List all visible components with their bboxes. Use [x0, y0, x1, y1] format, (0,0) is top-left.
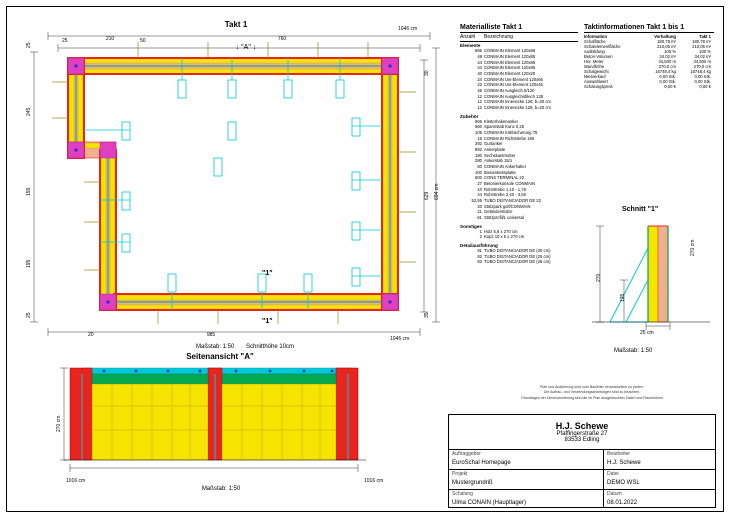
marker-1-bottom: "1" [262, 318, 273, 325]
material-qty: 44 [477, 192, 482, 198]
value-bearbeiter: H.J. Schewe [607, 460, 641, 467]
material-desc: CONMAIN Kühlsicherung 75 [484, 129, 538, 135]
material-qty: 666 [475, 48, 482, 54]
takt-info-cell-v1: 34,500 m [658, 59, 676, 64]
disclaimer-line-3: Grundlagen der Dimensionierung sind die im Plan ausgedruckten Daten und Raumhöhen [520, 395, 664, 400]
dim-left-5: 25 [26, 312, 32, 318]
dim-left-1: 25 [26, 42, 32, 48]
section-drawing [586, 218, 716, 338]
material-qty: 892 [475, 147, 482, 152]
takt-info-cell-label: Ausbildung [584, 49, 605, 54]
marker-1-right: "1" [262, 270, 273, 277]
material-desc: CONMAIN Innenecke 128, b=20 cm [484, 104, 551, 110]
company-street: Pfaffingerstraße 27 [556, 431, 608, 437]
material-qty: 100 [475, 169, 482, 175]
dim-right-small-bottom: 35 [424, 312, 430, 318]
dim-bottom-small: 20 [88, 332, 94, 338]
material-qty: 2 [479, 234, 482, 240]
plan-scale: Maßstab: 1:50 [196, 344, 235, 350]
takt-info-cell-v1: 0,00 Stk. [659, 79, 676, 84]
material-group-title: Detailausführung [460, 243, 498, 249]
material-desc: Gurtanker [484, 141, 503, 147]
section-title: Schnitt "1" [622, 206, 659, 213]
material-qty: 52,55 [471, 198, 482, 204]
material-qty: 83 [477, 259, 482, 265]
section-scale: Maßstab: 1:50 [614, 348, 653, 354]
material-desc: TUBO DISTANCIADOR DE (25 cm) [484, 253, 551, 259]
takt-info-panel [584, 24, 714, 89]
title-block [448, 414, 716, 508]
material-desc: Rohrstrebe 2,40 - 3,55 [484, 192, 526, 198]
section-dim-h1: 270 [596, 273, 602, 282]
dim-left-2: 245 [26, 107, 32, 116]
dim-left-4: 195 [26, 259, 32, 268]
material-qty: 60 [477, 164, 482, 170]
plan-pour-height: Schnitthöhe 10cm [246, 344, 295, 350]
material-desc: Spannstab Kunz 0,25 [484, 124, 525, 130]
material-qty: 40 [477, 70, 482, 76]
material-qty: 292 [475, 141, 482, 147]
material-qty: 560 [475, 124, 482, 130]
takt-info-row [584, 84, 714, 89]
takt-info-body [584, 39, 714, 89]
dim-top-small-2: 50 [140, 38, 146, 44]
section-dim-w: 25 cm [640, 330, 654, 336]
company-name: H.J. Schewe [555, 421, 609, 431]
elevation-title: Seitenansicht "A" [186, 352, 254, 361]
material-desc: CONMAIN Element 120x85 [484, 59, 536, 65]
takt-info-cell-v1: 100 % [664, 49, 676, 54]
material-qty: 12 [477, 104, 482, 110]
takt-info-cell-v2: 0,00 € [699, 84, 711, 89]
material-desc: TUBO DISTANCIADOR DE (28 cm) [484, 259, 551, 265]
material-desc: Betonierkonsole CONMAIN [484, 181, 535, 187]
label-bearbeiter: Bearbeiter [607, 451, 631, 457]
takt-info-cell-label: Beton-Volumen [584, 54, 613, 59]
material-desc: Kopz 10 x 5 x 270 cm [484, 234, 525, 240]
material-row [460, 215, 543, 221]
material-qty: 44 [477, 59, 482, 65]
material-desc: Stützprofil/L universal [484, 215, 524, 221]
elevation-drawing [60, 362, 396, 476]
material-qty: 21 [477, 209, 482, 215]
dim-right-small-top: 30 [424, 70, 430, 76]
takt-info-cell-v2: 210,05 m² [692, 44, 711, 49]
takt-info-cell-v1: 180,78 m² [657, 39, 676, 44]
material-desc: Bosamkeitsplatte [484, 169, 516, 175]
dim-top-mid: 760 [277, 36, 287, 42]
material-qty: 180 [475, 152, 482, 158]
takt-info-table [584, 34, 714, 89]
material-group-table [460, 119, 543, 221]
material-group-title: Elemente [460, 43, 481, 49]
material-qty: 1 [479, 228, 482, 234]
material-desc: CONS TERMINAL 22 [484, 175, 525, 181]
takt-info-cell-v2: 100 % [699, 49, 711, 54]
section-dim-top: 270 cm [690, 239, 696, 256]
dim-right-outer: 694 cm [434, 183, 440, 200]
company-city: 83533 Edling [564, 437, 600, 443]
elevation-scale: Maßstab: 1:50 [201, 486, 241, 492]
label-projekt: Projekt [452, 471, 468, 477]
material-desc: Ankerstab 15/1 [484, 158, 513, 164]
dim-bottom-inner: 985 [206, 332, 216, 338]
material-row [460, 259, 552, 265]
dim-top-small-1: 25 [62, 38, 68, 44]
takt-info-title: Taktinformationen Takt 1 bis 1 [584, 24, 685, 31]
material-desc: TUBO DISTANCIADOR DE 22 [484, 198, 541, 204]
dim-left-3: 155 [26, 187, 32, 196]
material-qty: 12 [477, 99, 482, 105]
material-qty: 61 [477, 215, 482, 221]
takt-info-header: Vorhaltung [654, 34, 676, 39]
disclaimer-block [470, 385, 714, 401]
takt-info-cell-v1: 270,0 cm [658, 64, 676, 69]
material-qty: 12 [477, 93, 482, 99]
section-marker-a: ↓ "A" ↓ [235, 44, 257, 51]
elevation-dim-width-left: 1016 cm [66, 478, 86, 484]
material-qty: 10 [477, 186, 482, 192]
material-group-table [460, 248, 552, 265]
dim-bottom-outer: 1046 cm [390, 336, 410, 342]
material-qty: 600 [475, 175, 482, 181]
takt-info-cell-v2: 0,00 Stk. [694, 79, 711, 84]
takt-info-cell-v2: 34,02 m³ [694, 54, 711, 59]
takt-info-cell-v1: 16748,4 kg [655, 69, 676, 74]
material-desc: Rohrstrebe 1,10 - 1,78 [484, 186, 526, 192]
material-qty: 280 [475, 158, 482, 164]
material-qty: 48 [477, 53, 482, 59]
material-group-title: Zubehör [460, 113, 479, 119]
material-desc: CONMAIN Ausgleich 5/120 [484, 87, 535, 93]
material-qty: 105 [475, 129, 482, 135]
plan-title: Takt 1 [224, 20, 248, 29]
material-qty: 24 [477, 76, 482, 82]
material-qty: 82 [477, 253, 482, 259]
material-desc: CONMAIN Richtstrebe 160 [484, 135, 535, 141]
material-desc: CONMAIN Uni-Element 120x45 [484, 82, 543, 88]
takt-info-cell-v2: 0,00 Stk. [694, 74, 711, 79]
material-group-table [460, 229, 526, 240]
material-desc: CONMAIN Ankerhalter [484, 164, 527, 170]
takt-info-header: Takt 1 [699, 34, 711, 39]
section-dim-h2: 125 [620, 293, 626, 302]
material-qty: 20 [477, 203, 482, 209]
material-group-table [460, 48, 553, 110]
elevation-dim-height: 270 cm [56, 415, 62, 432]
material-list-title: Materialliste Takt 1 [460, 24, 523, 31]
takt-info-cell-v1: 210,05 m² [657, 44, 676, 49]
label-datum: Datum [607, 491, 622, 497]
takt-info-cell-label: Schalgewicht [584, 69, 609, 74]
value-auftraggeber: EuroSchal Homepage [452, 460, 511, 467]
material-desc: Stützpark golf/CONMAIN [484, 203, 531, 209]
value-datei: DEMO WSL [607, 480, 640, 487]
takt-info-cell-label: Hor. Meter [584, 59, 604, 64]
material-row [460, 198, 543, 204]
material-groups [460, 43, 578, 265]
material-qty: 22 [477, 82, 482, 88]
material-qty: 44 [477, 65, 482, 71]
takt-info-cell-label: Wandhöhe [584, 64, 605, 69]
material-desc: Geländerstütze [484, 209, 513, 215]
takt-info-cell-v2: 34,500 m [693, 59, 711, 64]
material-qty: 666 [475, 118, 482, 124]
takt-info-cell-v1: 0,00 Stk. [659, 74, 676, 79]
material-desc: Sechskantmutter [484, 152, 516, 158]
takt-info-cell-v2: 270,0 cm [693, 64, 711, 69]
material-desc: CONMAIN Element 120x66 [484, 48, 536, 54]
material-desc: CONMAIN Element 120x95 [484, 65, 536, 71]
takt-info-cell-label: Auswahlwert [584, 79, 608, 84]
takt-info-cell-v1: 0,00 € [664, 84, 676, 89]
value-schalung: Ulma CONAIN (Hauptlager) [452, 500, 527, 507]
value-projekt: Mustergrundriß [452, 480, 493, 487]
takt-info-cell-label: Schalelementfläche [584, 44, 621, 49]
material-qty: 81 [477, 248, 482, 254]
takt-info-cell-v1: 34,02 m³ [659, 54, 676, 59]
material-desc: CONMAIN Element 120x20 [484, 70, 536, 76]
material-desc: CONMAIN Ausgleichsblech 128 [484, 93, 544, 99]
material-desc: Holz 5,6 x 270 cm [484, 228, 518, 234]
floor-plan-svg [18, 22, 448, 342]
material-col-count: Anzahl [460, 34, 476, 40]
material-qty: 16 [477, 135, 482, 141]
material-desc: CONMAIN Innenecke 128, b=30 cm [484, 99, 551, 105]
material-list [460, 24, 578, 265]
elevation-dim-width-right: 1016 cm [364, 478, 384, 484]
material-col-name: Bezeichnung [484, 34, 513, 40]
material-desc: CONMAIN Element 120x85 [484, 53, 536, 59]
dim-top-outer: 1046 cm [398, 26, 418, 32]
label-schalung: Schalung [452, 491, 473, 497]
material-desc: TUBO DISTANCIADOR DE (30 cm) [484, 248, 551, 254]
material-row [460, 234, 526, 240]
takt-info-cell-label: Schalfläche [584, 39, 606, 44]
dim-right-inner: 629 [424, 191, 430, 200]
material-row [460, 105, 553, 111]
takt-info-cell-label: Mietverkauf [584, 74, 606, 79]
takt-info-header: Information [584, 34, 608, 39]
material-desc: Kletterhakenanker [484, 118, 518, 124]
material-qty: 27 [477, 181, 482, 187]
label-auftraggeber: Auftraggeber [452, 451, 481, 457]
dim-top-left: 210 [105, 36, 115, 42]
material-desc: CONMAIN Uni-Element 120x66 [484, 76, 543, 82]
value-datum: 08.01.2022 [607, 500, 638, 507]
takt-info-cell-v2: 180,78 m² [692, 39, 711, 44]
material-qty: 46 [477, 87, 482, 93]
material-desc: Ankerplatte [484, 147, 506, 152]
takt-info-cell-v2: 16748,4 kg [690, 69, 711, 74]
disclaimer-line-2: Die Aufbau- und Verwendungsanleitungen sind zu beachten. [543, 390, 641, 395]
material-group-title: Sonstiges [460, 223, 482, 229]
takt-info-cell-label: Schalungspreis [584, 84, 613, 89]
label-datei: Datei [607, 471, 619, 477]
disclaimer-line-1: Plan und Ausführung sind vom Bauleiter verantwortlich zu prüfen. [539, 385, 645, 389]
floor-plan-area [18, 22, 448, 342]
